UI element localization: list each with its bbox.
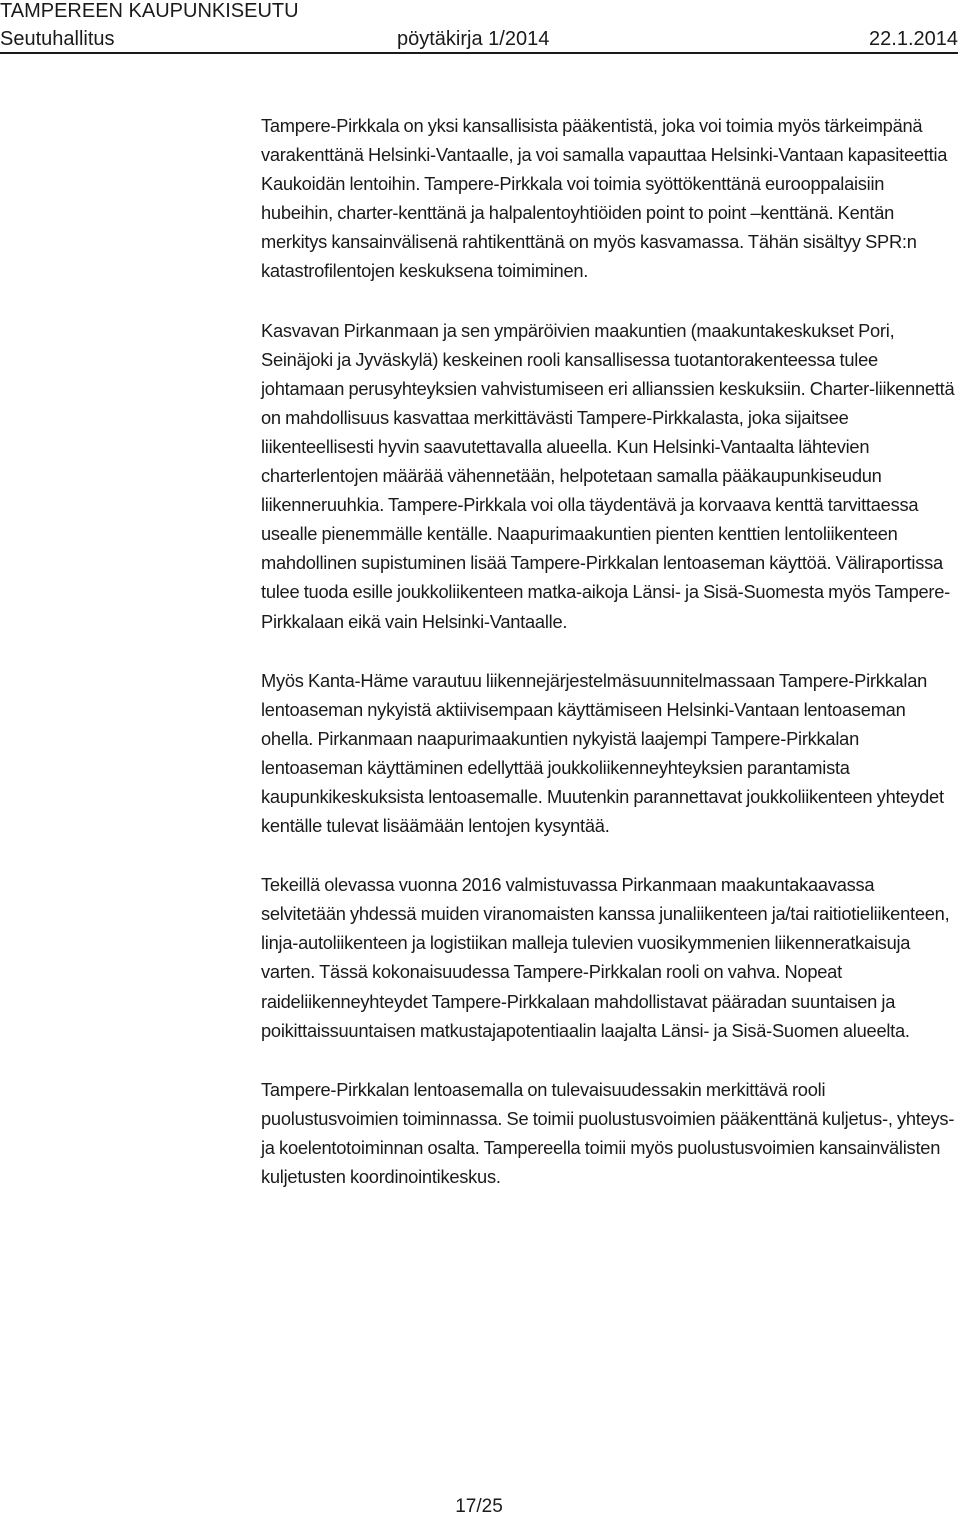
unit-name: Seutuhallitus <box>0 28 115 50</box>
minutes-reference: pöytäkirja 1/2014 <box>397 28 550 50</box>
paragraph-3: Myös Kanta-Häme varautuu liikennejärjestelmäsuunnitelmassaan Tampere-Pirkkalan lentoaseman nykyistä aktiivisempaan käyttämiseen Helsinki-Vantaan lentoaseman ohella. Pirkanmaan naapurimaakuntien nykyistä laajempi Tampere-Pirkkalan lentoaseman käyttäminen edellyttää joukkoliikenneyhteyksien parantamista kaupunkikeskuksista lentoasemalle. Muutenkin parannettavat joukkoliikenteen yhteydet kentälle tulevat lisäämään lentojen kysyntää. <box>261 669 944 837</box>
page-number: 17/25 <box>455 1496 503 1517</box>
page-header <box>0 0 960 56</box>
paragraph-5: Tampere-Pirkkalan lentoasemalla on tulevaisuudessakin merkittävä rooli puolustusvoimien toiminnassa. Se toimii puolustusvoimien pääkenttänä kuljetus-, yhteys- ja koelentotoiminnan osalta. Tampereella toimii myös puolustusvoimien kansainvälisten kuljetusten koordinointikeskus. <box>261 1078 955 1187</box>
paragraph-1: Tampere-Pirkkala on yksi kansallisista pääkentistä, joka voi toimia myös tärkeimpänä varakenttänä Helsinki-Vantaalle, ja voi samalla vapauttaa Helsinki-Vantaan kapasiteettia Kaukoidän lentoihin. Tampere-Pirkkala voi toimia syöttökenttänä eurooppalaisiin hubeihin, charter-kenttänä ja halpalentoyhtiöiden point to point –kenttänä. Kentän merkitys kansainvälisenä rahtikenttänä on myös kasvamassa. Tähän sisältyy SPR:n katastrofilentojen keskuksena toimiminen. <box>261 115 948 282</box>
meeting-date: 22.1.2014 <box>869 28 958 50</box>
paragraph-4: Tekeillä olevassa vuonna 2016 valmistuvassa Pirkanmaan maakuntakaavassa selvitetään yhdessä muiden viranomaisten kanssa junaliikenteen ja/tai raitiotieliikenteen, linja-autoliikenteen ja logistiikan malleja tulevien vuosikymmenien liikenneratkaisuja varten. Tässä kokonaisuudessa Tampere-Pirkkalan rooli on vahva. Nopeat raideliikenneyhteydet Tampere-Pirkkalaan mahdollistavat pääradan suuntaisen ja poikittaissuuntaisen matkustajapotentiaalin laajalta Länsi- ja Sisä-Suomen alueelta. <box>261 874 950 1041</box>
document-body <box>261 111 955 1221</box>
organization-name: TAMPEREEN KAUPUNKISEUTU <box>0 0 299 22</box>
header-divider <box>0 52 958 54</box>
page-footer <box>0 1495 960 1519</box>
header-row <box>0 26 958 52</box>
paragraph-2: Kasvavan Pirkanmaan ja sen ympäröivien maakuntien (maakuntakeskukset Pori, Seinäjoki ja Jyväskylä) keskeinen rooli kansallisessa tuotantorakenteessa tulee johtamaan perusyhteyksien vahvistumiseen eri allianssien keskuksiin. Charter-liikennettä on mahdollisuus kasvattaa merkittävästi Tampere-Pirkkalasta, joka sijaitsee liikenteellisesti hyvin saavutettavalla alueella. Kun Helsinki-Vantaalta lähtevien charterlentojen määrää vähennetään, helpotetaan samalla pääkaupunkiseudun liikenneruuhkia. Tampere-Pirkkala voi olla täydentävä ja korvaava kenttä tarvittaessa usealle pienemmälle kentälle. Naapurimaakuntien pienten kenttien lentoliikenteen mahdollinen supistuminen lisää Tampere-Pirkkalan lentoaseman käyttöä. Väliraportissa tulee tuoda esille joukkoliikenteen matka-aikoja Länsi- ja Sisä-Suomesta myös Tampere-Pirkkalaan eikä vain Helsinki-Vantaalle. <box>261 319 955 632</box>
